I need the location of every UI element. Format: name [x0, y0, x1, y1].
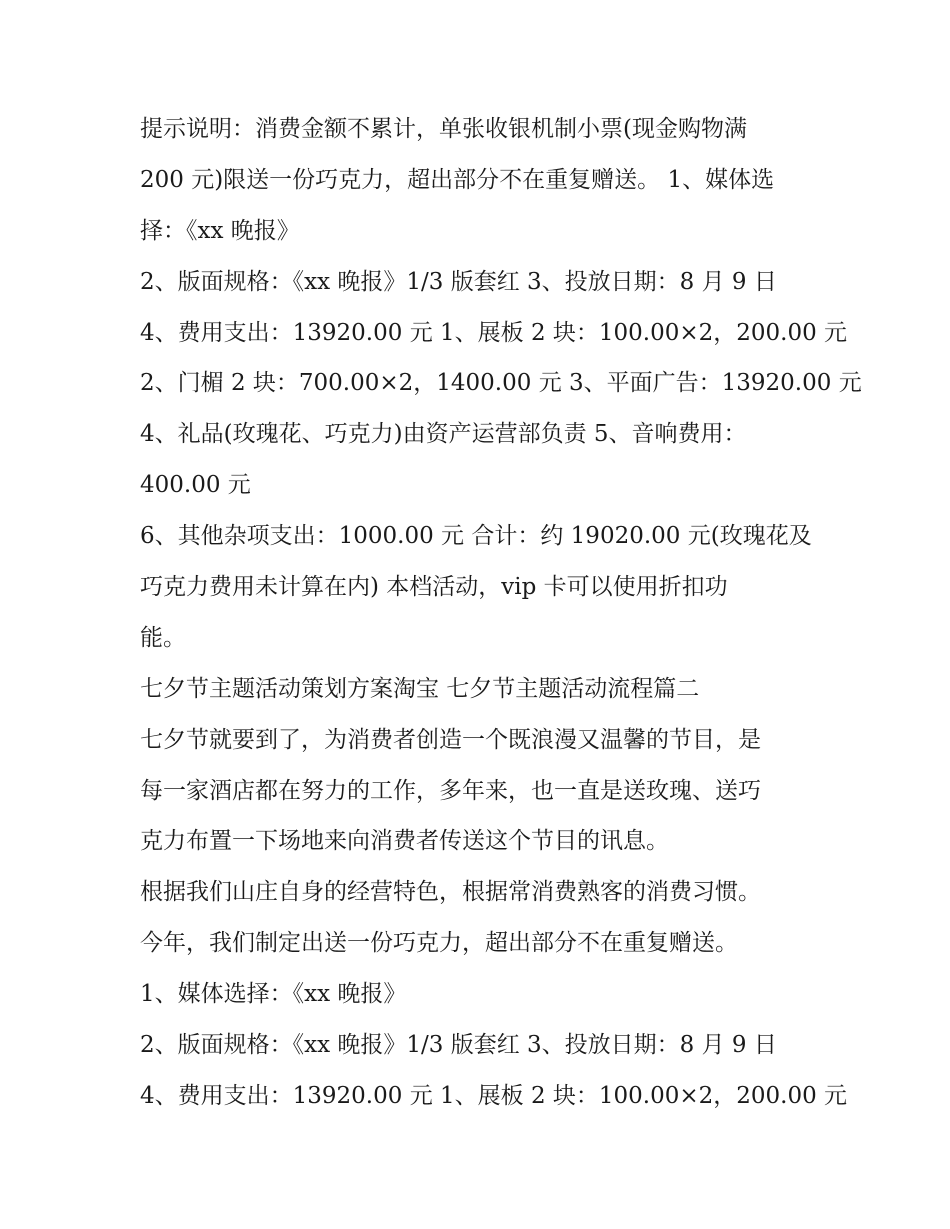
text-line: 2、版面规格：《xx 晚报》1/3 版套红 3、投放日期：8 月 9 日: [140, 268, 777, 295]
text-line: 七夕节就要到了，为消费者创造一个既浪漫又温馨的节目，是: [140, 726, 761, 753]
text-line: 200 元)限送一份巧克力，超出部分不在重复赠送。 1、媒体选: [140, 166, 775, 193]
document-body: [140, 104, 862, 1122]
text-line: 择：《xx 晚报》: [140, 217, 300, 244]
text-line: 400.00 元: [140, 472, 251, 499]
text-line: 2、版面规格：《xx 晚报》1/3 版套红 3、投放日期：8 月 9 日: [140, 1032, 777, 1059]
text-line: 6、其他杂项支出：1000.00 元 合计：约 19020.00 元(玫瑰花及: [140, 523, 812, 550]
text-line: 今年，我们制定出送一份巧克力，超出部分不在重复赠送。: [140, 930, 738, 957]
section-heading: 七夕节主题活动策划方案淘宝 七夕节主题活动流程篇二: [140, 675, 700, 702]
text-line: 4、费用支出：13920.00 元 1、展板 2 块：100.00×2，200.00 元: [140, 319, 848, 346]
text-line: 4、费用支出：13920.00 元 1、展板 2 块：100.00×2，200.00 元: [140, 1082, 848, 1109]
text-line: 提示说明：消费金额不累计，单张收银机制小票(现金购物满: [140, 116, 747, 142]
text-line: 1、媒体选择：《xx 晚报》: [140, 981, 407, 1008]
text-line: 巧克力费用未计算在内) 本档活动，vip 卡可以使用折扣功: [140, 574, 728, 601]
text-line: 4、礼品(玫瑰花、巧克力)由资产运营部负责 5、音响费用：: [140, 421, 747, 448]
text-line: 每一家酒店都在努力的工作，多年来，也一直是送玫瑰、送巧: [140, 777, 761, 804]
text-line: 能。: [140, 624, 186, 651]
text-line: 2、门楣 2 块：700.00×2，1400.00 元 3、平面广告：13920.00 元: [140, 370, 862, 397]
text-line: 根据我们山庄自身的经营特色，根据常消费熟客的消费习惯。: [140, 879, 761, 906]
text-line: 克力布置一下场地来向消费者传送这个节目的讯息。: [140, 828, 669, 855]
